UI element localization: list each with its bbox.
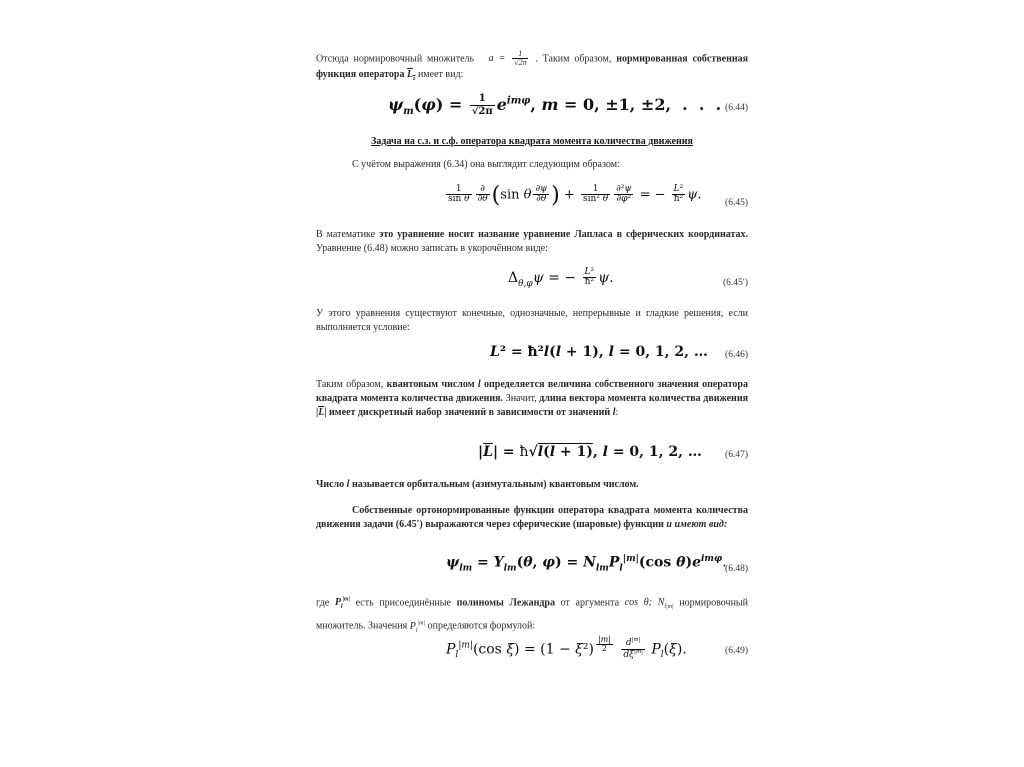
equation-6-45-prime: $\Delta_{\theta,\varphi}\psi$ = − $\frac{\text{L²}}{\text{ħ²}}$ ψ. [508,267,614,289]
equation-number: (6.44) [725,103,748,113]
inline-formula: $P_l^{|m|}$ [409,620,426,634]
paragraph-4 [316,307,748,335]
inline-formula: cos θ; $N_{l|m|}$ [624,597,674,611]
equation-6-47: $|\overline{L}|$ = ħ√l(l + 1), l = 0, 1, 2, … [478,444,702,460]
text-span: В математике [316,229,376,240]
equation-number: (6.45′) [722,278,748,288]
inline-formula: $L_z$ [406,69,416,83]
equation-6-45: $\frac{1}{\text{sin θ}}$ $\frac{\partial}{\partial\theta}$ (sin θ $\frac{\partial\psi}{\partial\theta}$ ) + $\frac{1}{\text{sin² θ}}$ $\frac{\text{∂²ψ}}{\text{∂φ²}}$ = − $\frac{\text{L²}}{\text{ħ²}}$ ψ. [448,182,702,208]
text-span: нормированная собственная функция оператора [316,53,749,81]
inline-formula: l [346,479,350,490]
text-span: Число [316,479,345,490]
text-span: длина вектора момента количества движения [539,393,748,404]
text-span: . Таким образом, [535,53,612,65]
equation-number: (6.46) [725,350,748,360]
text-span: называется орбитальным (азимутальным) квантовым числом. [351,479,639,490]
equation-6-49: $P_l^{|m|}(\cos$ ξ) = (1 − ξ²) $^{\frac{|m|}{2}}$ $\frac{d^{|m|}}{d\xi^{|m|}}$ $P_l(\xi)$. [446,635,687,661]
text-span: это уравнение носит название уравнение Лапласа в сферических координатах. [379,229,748,240]
paragraph-1 [316,50,748,86]
equation-number: (6.49) [725,646,748,656]
paragraph-5: Таким образом, квантовым числом l определяется величина собственного значения оператора квадрата момента количества движения. Значит, длина вектора момента количества движения $|\overline{L}|$ имеет дискретный набор значений в зависимости от значений l: [316,379,748,418]
text-span: Таким образом, [316,379,384,390]
inline-formula: a = $\frac{1}{√2\pi}$ [478,49,527,68]
text-span: нормировочный множитель. Значения [316,597,748,632]
text-span: Отсюда нормировочный множитель [316,53,475,65]
equation-number: (6.47) [725,450,748,460]
paragraph-7 [316,504,748,532]
text-span: квантовым числом [386,379,475,390]
text-span: У этого уравнения существуют конечные, однозначные, непрерывные и гладкие решения, если выполняется условие: [316,308,748,333]
equation-6-48: $\psi_{lm} = Y_{lm}(\theta$, $\varphi) = N_{lm}P_l^{|m|}(\cos$ $\theta)e^{im\varphi}$. [446,554,727,574]
text-span: Уравнение (6.48) можно записать в укорочённом виде: [316,243,548,254]
equation-number: (6.45) [725,198,748,208]
text-span: полиномы Лежандра [456,597,555,609]
paragraph-8 [316,592,748,639]
inline-formula: l [477,379,481,390]
text-span: определяется величина собственного значения оператора квадрата момента количества движения. [316,379,748,404]
equation-6-44: $\psi_m(\varphi)$ = $\frac{1}{√2\pi}$ $e^{im\varphi}$, m = 0, ±1, ±2, . . . [388,93,722,117]
text-span: где [316,597,330,609]
text-span: и имеют вид: [666,519,728,530]
text-span: Значит, [505,393,537,404]
text-span: определяются формулой: [427,620,536,632]
equation-6-46: L² = ħ²l(l + 1), l = 0, 1, 2, … [490,344,708,360]
text-span: от аргумента [560,597,620,609]
equation-number: (6.48) [725,564,748,574]
inline-formula: $|\overline{L}|$ [316,407,327,418]
paragraph-6 [316,478,748,492]
text-span: С учётом выражения (6.34) она выглядит следующим образом: [352,159,620,170]
inline-formula: l [610,407,616,418]
text-span: имеет дискретный набор значений в зависимости от значений [329,407,611,418]
inline-formula: $P_l^{|m|}$ [334,597,350,611]
text-span: есть присоединённые [355,597,451,609]
paragraph-2 [316,158,748,172]
text-span: имеет вид: [417,69,464,81]
text-span: Собственные ортонормированные функции оператора квадрата момента количества движения задачи (6.45′) выражаются через сферические (шаровые) функции [316,505,748,530]
section-heading: Задача на с.з. и с.ф. оператора квадрата момента количества движения [371,136,693,147]
paragraph-3 [316,228,748,256]
